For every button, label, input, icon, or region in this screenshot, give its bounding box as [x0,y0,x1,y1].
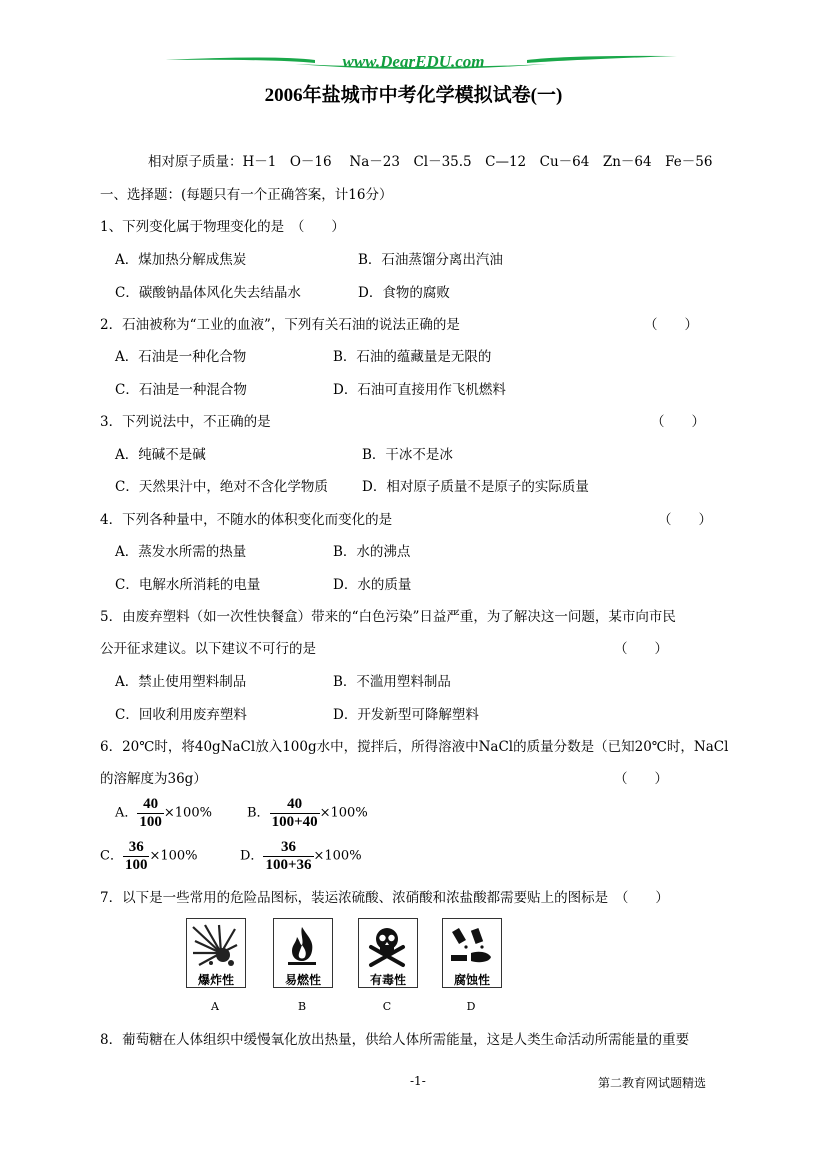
q6-a-label: A． [115,805,138,821]
q6-b-numerator: 40 [287,796,303,812]
question-1: 1、下列变化属于物理变化的是 （ ） [100,219,345,235]
q6-a-fraction [137,796,164,831]
q5-option-b: B．不滥用塑料制品 [333,674,451,690]
q1-option-a: A．煤加热分解成焦炭 [115,252,247,268]
q6-c-label: C． [100,848,123,864]
question-4: 4．下列各种量中，不随水的体积变化而变化的是 [100,512,393,528]
q6-b-label: B． [247,805,270,821]
q6-c-times: ×100% [149,848,198,864]
q4-answer-paren: （ ） [658,512,712,528]
hazard-letter-d: D [466,1000,476,1013]
hazard-sign-flammable [273,918,333,988]
q5-option-a: A．禁止使用塑料制品 [115,674,247,690]
question-3: 3．下列说法中，不正确的是 [100,414,271,430]
skull-crossbones-icon [363,923,411,969]
q4-option-a: A．蒸发水所需的热量 [115,544,247,560]
q3-option-a: A．纯碱不是碱 [115,447,206,463]
hazard-letter-b: B [297,1000,307,1013]
q5-option-d: D．开发新型可降解塑料 [333,707,479,723]
q6-option-b [247,796,368,831]
q6-b-fraction [270,796,320,831]
q1-option-d: D．食物的腐败 [358,285,450,301]
hazard-sign-toxic [358,918,418,988]
q6-c-fraction [123,839,150,874]
q6-option-c [100,839,198,874]
q4-option-c: C．电解水所消耗的电量 [115,577,261,593]
flame-icon [278,923,326,969]
section-heading: 一、选择题：(每题只有一个正确答案，计16分） [100,187,393,203]
q6-option-a [115,796,212,831]
hazard-caption-a: 爆炸性 [197,973,234,987]
hazard-icons [186,918,516,1018]
q3-option-b: B．干冰不是冰 [362,447,453,463]
q6-d-numerator: 36 [280,839,296,855]
footer-source: 第二教育网试题精选 [598,1076,707,1090]
question-5-line-1: 5．由废弃塑料（如一次性快餐盒）带来的“白色污染”日益严重，为了解决这一问题，某市向市民 [100,609,676,625]
q3-option-c: C．天然果汁中，绝对不含化学物质 [115,479,328,495]
q6-d-fraction [263,839,313,874]
q2-option-c: C．石油是一种混合物 [115,382,247,398]
q6-answer-paren: （ ） [614,771,668,787]
question-6-line-1: 6．20℃时，将40gNaCl放入100g水中，搅拌后，所得溶液中NaCl的质量分数是（已知20℃时，NaCl [100,739,729,755]
hazard-letter-a: A [211,1000,219,1013]
hazard-sign-explosive [186,918,246,988]
q2-option-b: B．石油的蕴藏量是无限的 [333,349,492,365]
corrosive-icon [447,923,495,969]
question-5-line-2: 公开征求建议。以下建议不可行的是 [100,641,316,657]
hazard-sign-corrosive [442,918,502,988]
q6-b-times: ×100% [319,805,368,821]
hazard-caption-c: 有毒性 [369,973,406,987]
q4-option-d: D．水的质量 [333,577,412,593]
q3-answer-paren: （ ） [651,414,705,430]
question-6-line-2: 的溶解度为36g） [100,771,207,787]
q6-b-denominator: 100+40 [271,814,318,830]
q6-c-numerator: 36 [128,839,144,855]
q2-option-a: A．石油是一种化合物 [115,349,247,365]
atomic-masses: 相对原子质量：H－1 O－16 Na－23 Cl－35.5 C—12 Cu－64 Zn－64 Fe－56 [148,154,713,170]
hazard-caption-b: 易燃性 [284,973,321,987]
q6-option-d [240,839,362,874]
q6-a-denominator: 100 [139,814,162,830]
q2-option-d: D．石油可直接用作飞机燃料 [333,382,506,398]
q6-d-times: ×100% [313,848,362,864]
site-url[interactable]: www.DearEDU.com [342,52,485,71]
explosive-icon [191,923,239,969]
q6-c-denominator: 100 [124,857,148,873]
q4-option-b: B．水的沸点 [333,544,411,560]
q6-a-numerator: 40 [143,796,159,812]
q6-d-denominator: 100+36 [265,857,312,873]
q5-option-c: C．回收利用废弃塑料 [115,707,247,723]
q3-option-d: D．相对原子质量不是原子的实际质量 [362,479,589,495]
hazard-caption-d: 腐蚀性 [453,973,490,987]
q6-a-times: ×100% [163,805,212,821]
q5-answer-paren: （ ） [614,641,668,657]
q1-option-b: B．石油蒸馏分离出汽油 [358,252,503,268]
q1-option-c: C．碳酸钠晶体风化失去结晶水 [115,285,301,301]
question-8: 8．葡萄糖在人体组织中缓慢氧化放出热量，供给人体所需能量，这是人类生命活动所需能量的重要 [100,1032,690,1048]
question-2: 2．石油被称为“工业的血液”，下列有关石油的说法正确的是 [100,317,460,333]
page-title: 2006年盐城市中考化学模拟试卷(一) [264,85,563,106]
hazard-letter-c: C [382,1000,392,1013]
q6-d-label: D． [240,848,264,864]
question-7: 7．以下是一些常用的危险品图标，装运浓硫酸、浓硝酸和浓盐酸都需要贴上的图标是 （ ） [100,890,669,906]
page-number: -1- [410,1074,426,1088]
q2-answer-paren: （ ） [644,317,698,333]
